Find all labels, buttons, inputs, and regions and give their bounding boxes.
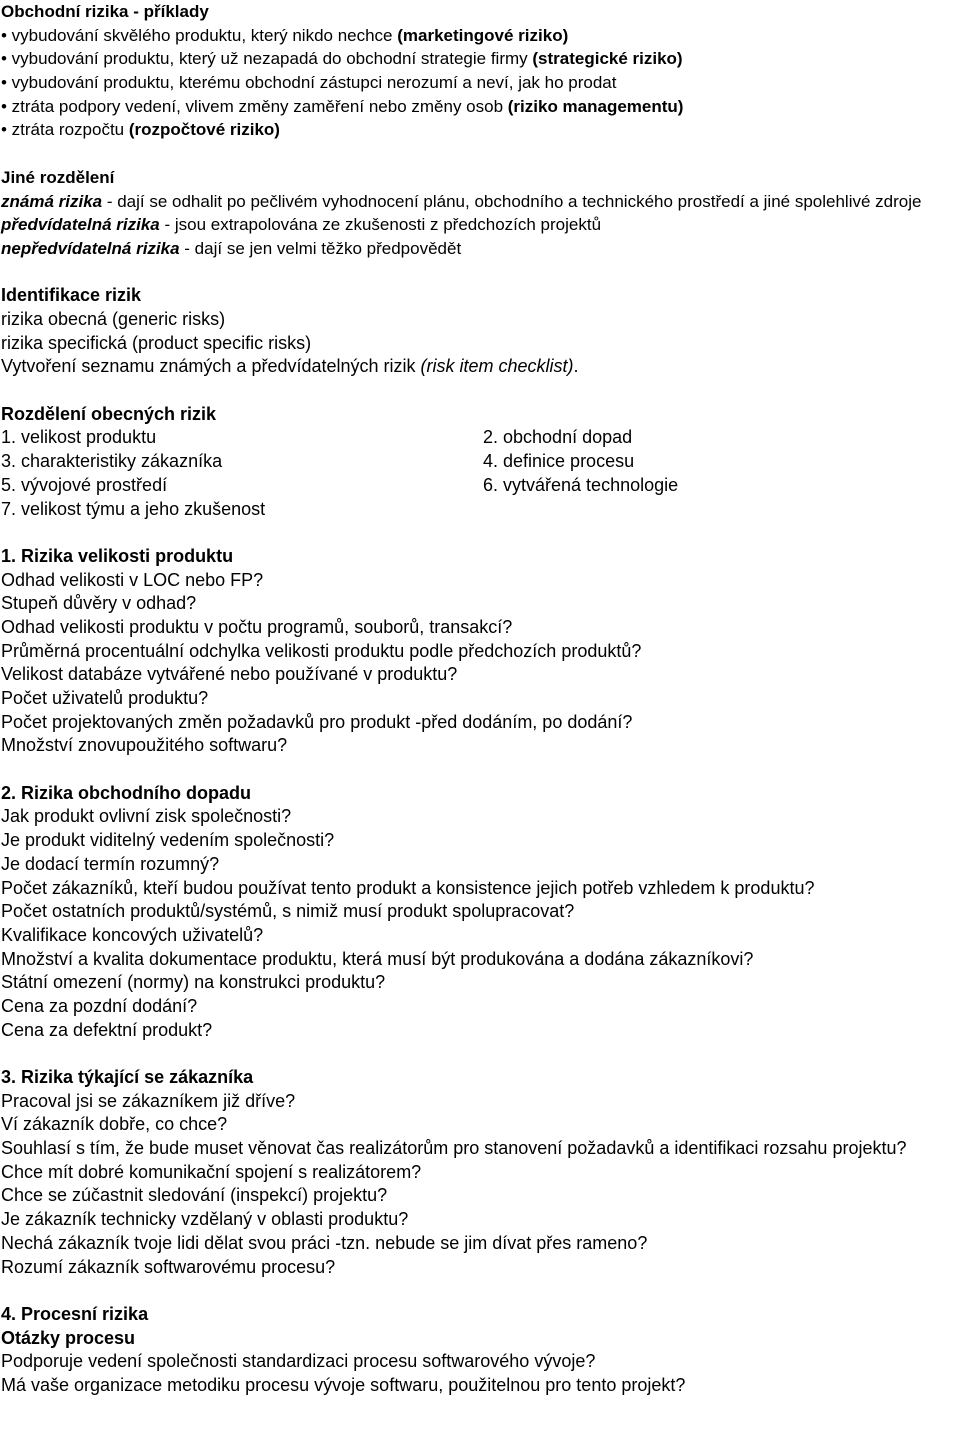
- bullet-item: [1, 47, 960, 71]
- question-line: Chce mít dobré komunikační spojení s realizátorem?: [1, 1161, 422, 1182]
- text-line: rizika obecná (generic risks): [1, 308, 226, 329]
- risk-category: 3. charakteristiky zákazníka: [1, 451, 223, 472]
- question-line: Souhlasí s tím, že bude muset věnovat čas realizátorům pro stanovení požadavků a identifikaci rozsahu projektu?: [1, 1138, 907, 1159]
- bullet-risk-type: (strategické riziko): [532, 49, 683, 69]
- section-title-business-impact-risks: 2. Rizika obchodního dopadu: [1, 782, 251, 803]
- section-title-process-risks: 4. Procesní rizika: [1, 1303, 149, 1324]
- bullet-text: • vybudování skvělého produktu, který nikdo nechce: [1, 25, 398, 45]
- question-line: Množství znovupoužitého softwaru?: [1, 735, 288, 756]
- definition-item: [1, 213, 960, 237]
- question-line: Počet ostatních produktů/systémů, s nimiž musí produkt spolupracovat?: [1, 901, 575, 922]
- question-line: Pracoval jsi se zákazníkem již dříve?: [1, 1090, 296, 1111]
- definition-item: [1, 237, 960, 261]
- section-title-product-size-risks: 1. Rizika velikosti produktu: [1, 545, 234, 566]
- definition-text: - dají se jen velmi těžko předpovědět: [179, 238, 462, 258]
- question-line: Je dodací termín rozumný?: [1, 853, 220, 874]
- definition-item: [1, 190, 960, 214]
- question-line: Je zákazník technicky vzdělaný v oblasti produktu?: [1, 1209, 409, 1230]
- question-line: Jak produkt ovlivní zisk společnosti?: [1, 806, 292, 827]
- question-line: Velikost databáze vytvářené nebo používané v produktu?: [1, 664, 458, 685]
- section-title-other-division: Jiné rozdělení: [1, 167, 115, 187]
- question-line: Je produkt viditelný vedením společnosti?: [1, 830, 335, 851]
- bullet-text: • ztráta podpory vedení, vlivem změny zaměření nebo změny osob: [1, 96, 508, 116]
- risk-category: 1. velikost produktu: [1, 427, 157, 448]
- bullet-text: • vybudování produktu, který už nezapadá do obchodní strategie firmy: [1, 49, 533, 69]
- text-line: rizika specifická (product specific risks): [1, 332, 312, 353]
- risk-category: 5. vývojové prostředí: [1, 474, 168, 495]
- risk-category-grid: [1, 426, 960, 521]
- question-line: Státní omezení (normy) na konstrukci produktu?: [1, 972, 386, 993]
- definition-text: - jsou extrapolována ze zkušenosti z předchozích projektů: [159, 215, 602, 235]
- text-line: [1, 355, 960, 379]
- bullet-text: • vybudování produktu, kterému obchodní zástupci nerozumí a neví, jak ho prodat: [1, 73, 617, 93]
- text-part: .: [573, 356, 579, 377]
- bullet-item: [1, 118, 960, 142]
- definition-term: nepředvídatelná rizika: [1, 238, 180, 258]
- definition-term: předvídatelná rizika: [1, 215, 160, 235]
- section-title-customer-risks: 3. Rizika týkající se zákazníka: [1, 1067, 254, 1088]
- section-title-business-risks: Obchodní rizika - příklady: [1, 2, 209, 21]
- risk-category: 6. vytvářená technologie: [483, 474, 679, 495]
- bullet-item: [1, 71, 960, 95]
- question-line: Cena za pozdní dodání?: [1, 995, 198, 1016]
- question-line: Množství a kvalita dokumentace produktu, která musí být produkována a dodána zákazníkovi?: [1, 948, 754, 969]
- spacer: [1, 261, 960, 285]
- bullet-text: • ztráta rozpočtu: [1, 120, 129, 140]
- question-line: Odhad velikosti v LOC nebo FP?: [1, 569, 264, 590]
- text-part-italic: (risk item checklist): [420, 356, 574, 377]
- question-line: Kvalifikace koncových uživatelů?: [1, 924, 264, 945]
- question-line: Odhad velikosti produktu v počtu programů, souborů, transakcí?: [1, 616, 513, 637]
- bullet-risk-type: (rozpočtové riziko): [128, 120, 280, 140]
- section-title-general-risk-division: Rozdělení obecných rizik: [1, 403, 217, 424]
- bullet-item: [1, 95, 960, 119]
- question-line: Ví zákazník dobře, co chce?: [1, 1114, 228, 1135]
- question-line: Počet zákazníků, kteří budou používat tento produkt a konsistence jejich potřeb vzhledem k produktu?: [1, 877, 815, 898]
- spacer: [1, 142, 960, 166]
- spacer: [1, 1279, 960, 1303]
- definition-term: známá rizika: [1, 191, 103, 211]
- section-subtitle-process-questions: Otázky procesu: [1, 1327, 136, 1348]
- question-line: Stupeň důvěry v odhad?: [1, 593, 197, 614]
- section-title-risk-identification: Identifikace rizik: [1, 285, 142, 306]
- spacer: [1, 1042, 960, 1066]
- question-line: Má vaše organizace metodiku procesu vývoje softwaru, použitelnou pro tento projekt?: [1, 1374, 686, 1395]
- risk-category: [483, 498, 960, 522]
- question-line: Nechá zákazník tvoje lidi dělat svou práci -tzn. nebude se jim dívat přes rameno?: [1, 1232, 648, 1253]
- text-part: Vytvoření seznamu známých a předvídatelných rizik: [1, 356, 421, 377]
- bullet-risk-type: (marketingové riziko): [397, 25, 569, 45]
- spacer: [1, 379, 960, 403]
- risk-category: 4. definice procesu: [483, 451, 635, 472]
- bullet-item: [1, 24, 960, 48]
- definition-text: - dají se odhalit po pečlivém vyhodnocení plánu, obchodního a technického prostředí a jiné spolehlivé zdroje: [102, 191, 922, 211]
- question-line: Počet projektovaných změn požadavků pro produkt -před dodáním, po dodání?: [1, 711, 633, 732]
- spacer: [1, 521, 960, 545]
- bullet-risk-type: (riziko managementu): [507, 96, 684, 116]
- question-line: Cena za defektní produkt?: [1, 1019, 213, 1040]
- question-line: Průměrná procentuální odchylka velikosti produktu podle předchozích produktů?: [1, 640, 642, 661]
- risk-category: 2. obchodní dopad: [483, 427, 633, 448]
- question-line: Rozumí zákazník softwarovému procesu?: [1, 1256, 336, 1277]
- risk-category: 7. velikost týmu a jeho zkušenost: [1, 498, 266, 519]
- question-line: Počet uživatelů produktu?: [1, 688, 209, 709]
- question-line: Podporuje vedení společnosti standardizaci procesu softwarového vývoje?: [1, 1351, 596, 1372]
- question-line: Chce se zúčastnit sledování (inspekcí) projektu?: [1, 1185, 388, 1206]
- spacer: [1, 758, 960, 782]
